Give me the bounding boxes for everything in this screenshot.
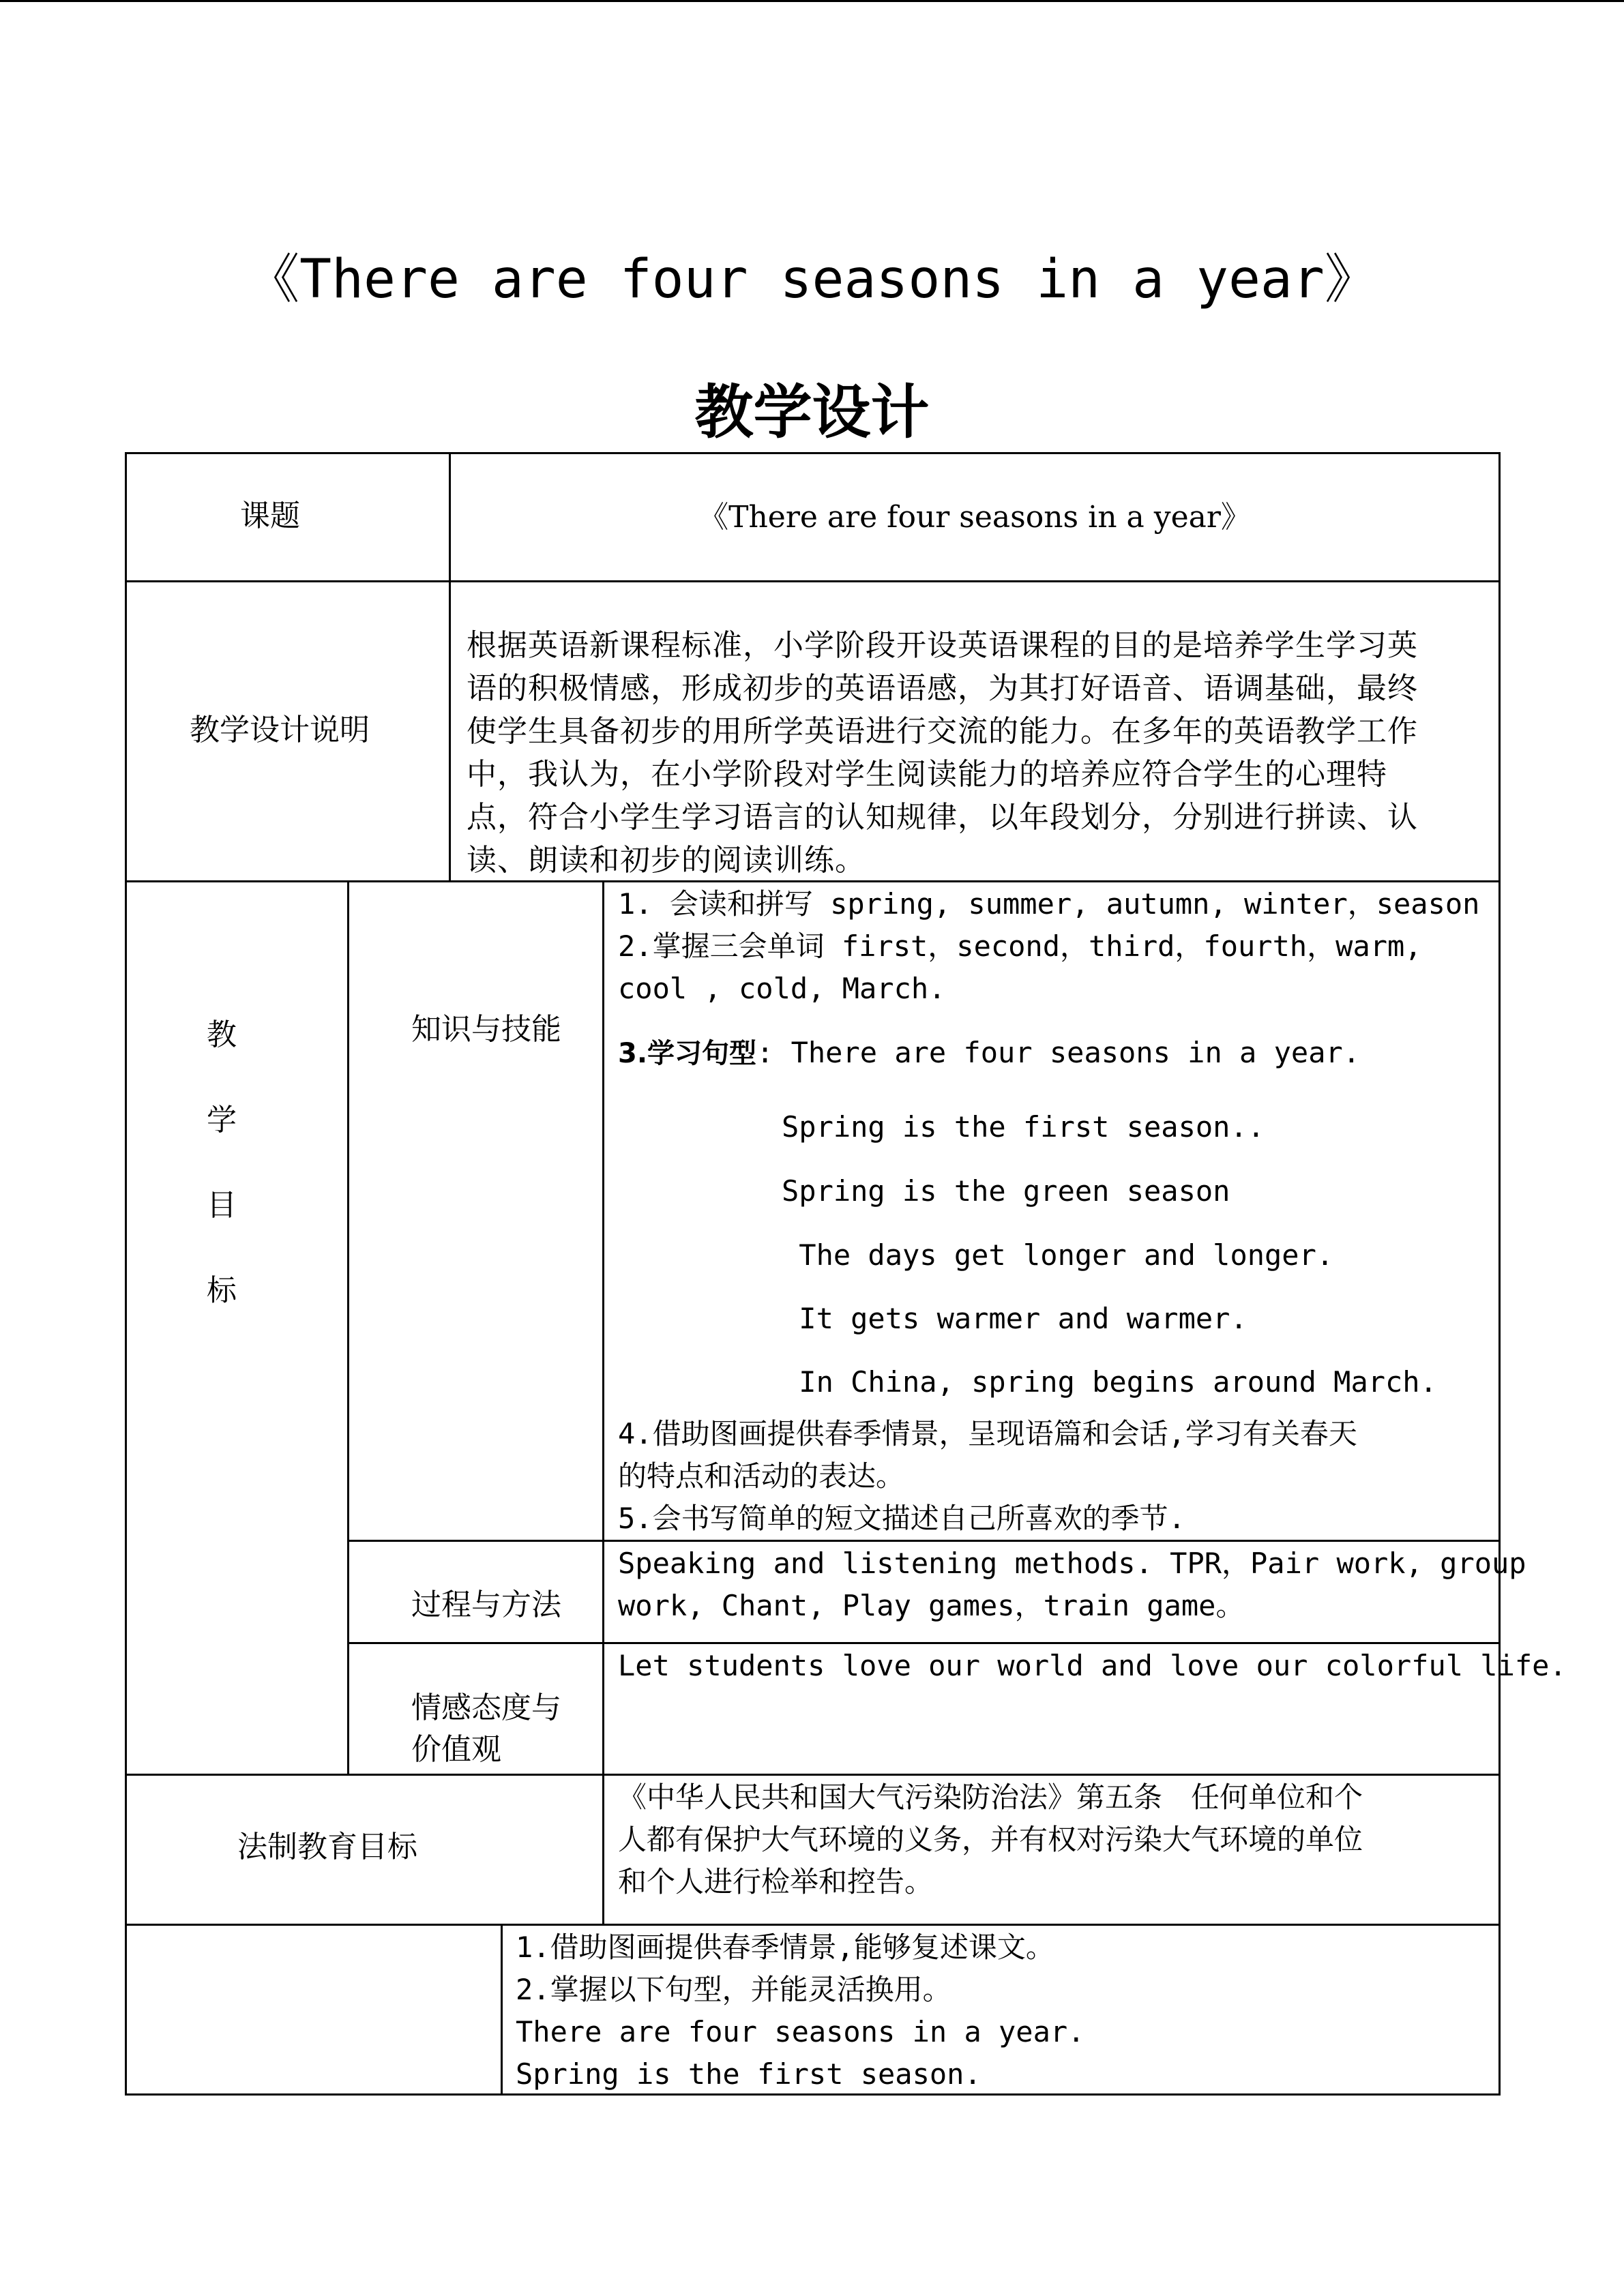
document-title-chinese: 教学设计 [694, 378, 930, 447]
design-note-label: 教学设计说明 [190, 713, 370, 747]
emotion-label-line-1: 情感态度与 [411, 1690, 561, 1725]
sentence-patterns-label: 3.学习句型 [618, 1038, 757, 1069]
knowledge-line-2: 2.掌握三会单词 first，second，third，fourth，warm, [618, 929, 1422, 963]
design-note-line: 使学生具备初步的用所学英语进行交流的能力。在多年的英语教学工作 [467, 714, 1418, 749]
last-label-cell [125, 1924, 503, 2096]
legal-line: 和个人进行检举和控告。 [618, 1865, 934, 1898]
sentence-pattern: The days get longer and longer. [782, 1238, 1334, 1272]
sentence-pattern: It gets warmer and warmer. [782, 1302, 1247, 1335]
legal-line: 人都有保护大气环境的义务，并有权对污染大气环境的单位 [618, 1823, 1363, 1856]
design-note-line: 根据英语新课程标准，小学阶段开设英语课程的目的是培养学生学习英 [467, 628, 1418, 663]
knowledge-line-4a: 4.借助图画提供春季情景，呈现语篇和会话,学习有关春天 [618, 1417, 1357, 1450]
objectives-label-char: 标 [207, 1273, 237, 1308]
process-label: 过程与方法 [411, 1587, 561, 1622]
knowledge-line-3: cool , cold, March. [618, 972, 946, 1005]
objectives-label-char: 教 [207, 1017, 237, 1052]
topic-value: 《There are four seasons in a year》 [698, 500, 1251, 535]
objectives-label-char: 目 [207, 1188, 237, 1223]
emotion-label-line-2: 价值观 [411, 1732, 501, 1767]
emotion-text: Let students love our world and love our colorful life. [618, 1649, 1567, 1682]
legal-label: 法制教育目标 [237, 1830, 417, 1864]
process-line: Speaking and listening methods. TPR，Pair work, group [618, 1547, 1526, 1580]
last-line: There are four seasons in a year. [516, 2015, 1085, 2048]
knowledge-line-5: 5.会书写简单的短文描述自己所喜欢的季节. [618, 1502, 1185, 1535]
sentence-pattern: : There are four seasons in a year. [756, 1036, 1361, 1069]
topic-label: 课题 [240, 498, 300, 533]
knowledge-line-4b: 的特点和活动的表达。 [618, 1459, 905, 1493]
design-note-line: 点，符合小学生学习语言的认知规律，以年段划分，分别进行拼读、认 [467, 800, 1418, 835]
knowledge-line-1: 1. 会读和拼写 spring, summer, autumn, winter，season [618, 887, 1480, 921]
sentence-pattern: Spring is the green season [782, 1174, 1230, 1208]
design-note-line: 中，我认为，在小学阶段对学生阅读能力的培养应符合学生的心理特 [467, 757, 1387, 792]
last-line: Spring is the first season. [516, 2057, 981, 2091]
objectives-label-char: 学 [207, 1103, 237, 1137]
last-line: 1.借助图画提供春季情景,能够复述课文。 [516, 1930, 1054, 1964]
top-border-line [0, 0, 1624, 2]
sentence-patterns-line [618, 1032, 1360, 1075]
design-note-line: 读、朗读和初步的阅读训练。 [467, 843, 866, 878]
document-title-english: 《There are four seasons in a year》 [246, 249, 1378, 310]
knowledge-label-cell [347, 880, 604, 1542]
last-line: 2.掌握以下句型，并能灵活换用。 [516, 1973, 951, 2006]
process-line: work, Chant, Play games，train game。 [618, 1589, 1245, 1622]
design-note-line: 语的积极情感，形成初步的英语语感，为其打好语音、语调基础，最终 [467, 671, 1418, 706]
sentence-pattern: In China, spring begins around March. [782, 1365, 1437, 1399]
sentence-pattern: Spring is the first season.. [782, 1110, 1265, 1144]
legal-line: 《中华人民共和国大气污染防治法》第五条 任何单位和个 [618, 1780, 1363, 1814]
knowledge-label: 知识与技能 [411, 1012, 561, 1047]
